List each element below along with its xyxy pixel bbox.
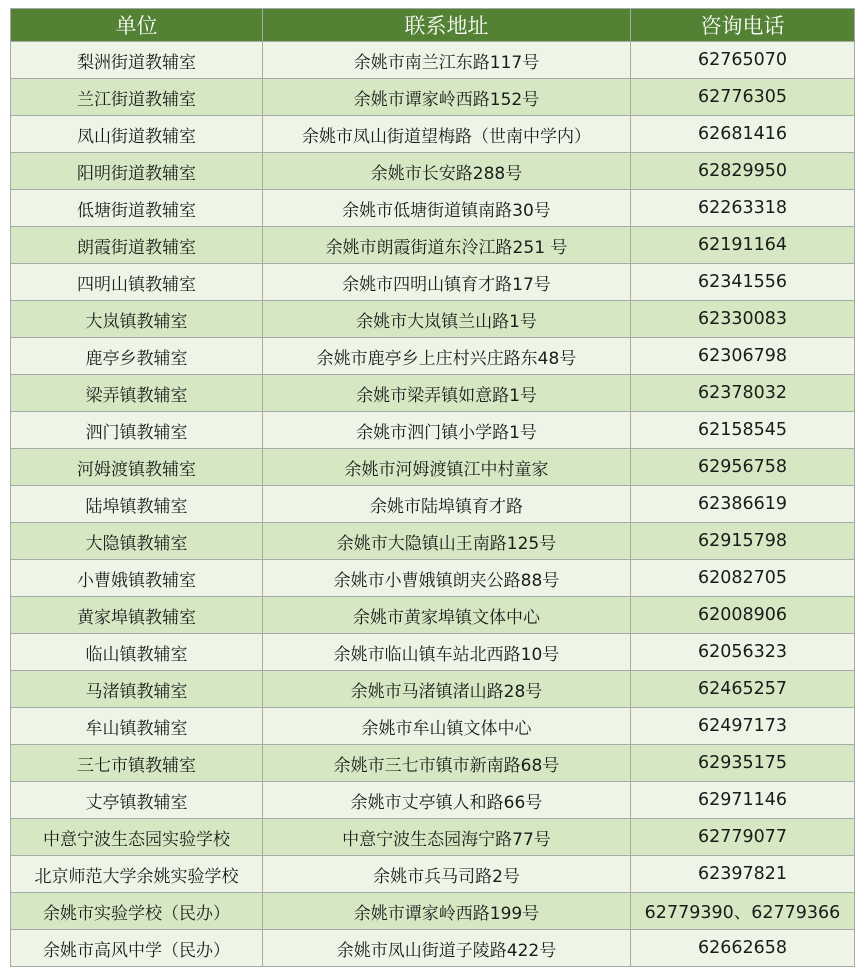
- cell-unit: 低塘街道教辅室: [11, 190, 263, 227]
- table-row: [11, 856, 855, 893]
- cell-address: 余姚市谭家岭西路152号: [263, 79, 631, 116]
- cell-address: 余姚市低塘街道镇南路30号: [263, 190, 631, 227]
- cell-address: 余姚市谭家岭西路199号: [263, 893, 631, 930]
- table-row: [11, 671, 855, 708]
- cell-phone: 62158545: [631, 412, 855, 449]
- cell-unit: 小曹娥镇教辅室: [11, 560, 263, 597]
- cell-phone: 62935175: [631, 745, 855, 782]
- cell-unit: 鹿亭乡教辅室: [11, 338, 263, 375]
- cell-address: 余姚市小曹娥镇朗夹公路88号: [263, 560, 631, 597]
- table-row: [11, 893, 855, 930]
- table-row: [11, 745, 855, 782]
- table-body: [11, 42, 855, 967]
- cell-unit: 三七市镇教辅室: [11, 745, 263, 782]
- table-row: [11, 116, 855, 153]
- cell-address: 余姚市牟山镇文体中心: [263, 708, 631, 745]
- contact-table: [10, 8, 855, 967]
- cell-unit: 大隐镇教辅室: [11, 523, 263, 560]
- cell-address: 余姚市凤山街道望梅路（世南中学内）: [263, 116, 631, 153]
- cell-phone: 62971146: [631, 782, 855, 819]
- table-row: [11, 523, 855, 560]
- cell-phone: 62378032: [631, 375, 855, 412]
- cell-unit: 中意宁波生态园实验学校: [11, 819, 263, 856]
- cell-phone: 62497173: [631, 708, 855, 745]
- cell-unit: 泗门镇教辅室: [11, 412, 263, 449]
- cell-address: 余姚市陆埠镇育才路: [263, 486, 631, 523]
- table-row: [11, 819, 855, 856]
- cell-unit: 临山镇教辅室: [11, 634, 263, 671]
- cell-unit: 大岚镇教辅室: [11, 301, 263, 338]
- table-row: [11, 190, 855, 227]
- cell-address: 余姚市大隐镇山王南路125号: [263, 523, 631, 560]
- table-row: [11, 42, 855, 79]
- cell-address: 余姚市临山镇车站北西路10号: [263, 634, 631, 671]
- cell-unit: 牟山镇教辅室: [11, 708, 263, 745]
- cell-unit: 阳明街道教辅室: [11, 153, 263, 190]
- cell-phone: 62779077: [631, 819, 855, 856]
- cell-phone: 62082705: [631, 560, 855, 597]
- table-row: [11, 449, 855, 486]
- cell-address: 余姚市梁弄镇如意路1号: [263, 375, 631, 412]
- cell-phone: 62386619: [631, 486, 855, 523]
- cell-address: 余姚市马渚镇渚山路28号: [263, 671, 631, 708]
- table-header: [11, 9, 855, 42]
- cell-unit: 四明山镇教辅室: [11, 264, 263, 301]
- cell-address: 余姚市丈亭镇人和路66号: [263, 782, 631, 819]
- cell-address: 余姚市泗门镇小学路1号: [263, 412, 631, 449]
- cell-unit: 余姚市高风中学（民办）: [11, 930, 263, 967]
- table-row: [11, 412, 855, 449]
- cell-unit: 梨洲街道教辅室: [11, 42, 263, 79]
- cell-address: 余姚市三七市镇市新南路68号: [263, 745, 631, 782]
- cell-address: 余姚市河姆渡镇江中村童家: [263, 449, 631, 486]
- cell-phone: 62056323: [631, 634, 855, 671]
- cell-phone: 62681416: [631, 116, 855, 153]
- table-row: [11, 597, 855, 634]
- table-row: [11, 301, 855, 338]
- cell-address: 余姚市朗霞街道东泠江路251 号: [263, 227, 631, 264]
- cell-unit: 马渚镇教辅室: [11, 671, 263, 708]
- cell-address: 余姚市四明山镇育才路17号: [263, 264, 631, 301]
- contact-table-container: [10, 8, 854, 967]
- cell-phone: 62397821: [631, 856, 855, 893]
- cell-phone: 62956758: [631, 449, 855, 486]
- cell-phone: 62465257: [631, 671, 855, 708]
- table-row: [11, 153, 855, 190]
- cell-phone: 62829950: [631, 153, 855, 190]
- cell-address: 余姚市长安路288号: [263, 153, 631, 190]
- column-header-phone: 咨询电话: [631, 9, 855, 42]
- cell-phone: 62776305: [631, 79, 855, 116]
- cell-phone: 62330083: [631, 301, 855, 338]
- table-row: [11, 930, 855, 967]
- cell-unit: 余姚市实验学校（民办）: [11, 893, 263, 930]
- cell-phone: 62008906: [631, 597, 855, 634]
- cell-address: 余姚市南兰江东路117号: [263, 42, 631, 79]
- table-row: [11, 486, 855, 523]
- cell-unit: 朗霞街道教辅室: [11, 227, 263, 264]
- cell-phone: 62915798: [631, 523, 855, 560]
- cell-unit: 北京师范大学余姚实验学校: [11, 856, 263, 893]
- column-header-unit: 单位: [11, 9, 263, 42]
- cell-address: 中意宁波生态园海宁路77号: [263, 819, 631, 856]
- cell-phone: 62263318: [631, 190, 855, 227]
- cell-unit: 梁弄镇教辅室: [11, 375, 263, 412]
- cell-unit: 丈亭镇教辅室: [11, 782, 263, 819]
- cell-unit: 兰江街道教辅室: [11, 79, 263, 116]
- table-row: [11, 560, 855, 597]
- cell-unit: 陆埠镇教辅室: [11, 486, 263, 523]
- table-row: [11, 227, 855, 264]
- cell-phone: 62779390、62779366: [631, 893, 855, 930]
- table-row: [11, 264, 855, 301]
- cell-phone: 62765070: [631, 42, 855, 79]
- cell-phone: 62341556: [631, 264, 855, 301]
- cell-address: 余姚市鹿亭乡上庄村兴庄路东48号: [263, 338, 631, 375]
- cell-address: 余姚市兵马司路2号: [263, 856, 631, 893]
- table-row: [11, 375, 855, 412]
- table-row: [11, 708, 855, 745]
- cell-unit: 凤山街道教辅室: [11, 116, 263, 153]
- cell-phone: 62306798: [631, 338, 855, 375]
- table-row: [11, 79, 855, 116]
- table-row: [11, 338, 855, 375]
- cell-phone: 62662658: [631, 930, 855, 967]
- header-row: [11, 9, 855, 42]
- column-header-address: 联系地址: [263, 9, 631, 42]
- cell-address: 余姚市黄家埠镇文体中心: [263, 597, 631, 634]
- cell-unit: 黄家埠镇教辅室: [11, 597, 263, 634]
- table-row: [11, 634, 855, 671]
- cell-unit: 河姆渡镇教辅室: [11, 449, 263, 486]
- cell-address: 余姚市大岚镇兰山路1号: [263, 301, 631, 338]
- table-row: [11, 782, 855, 819]
- cell-address: 余姚市凤山街道子陵路422号: [263, 930, 631, 967]
- cell-phone: 62191164: [631, 227, 855, 264]
